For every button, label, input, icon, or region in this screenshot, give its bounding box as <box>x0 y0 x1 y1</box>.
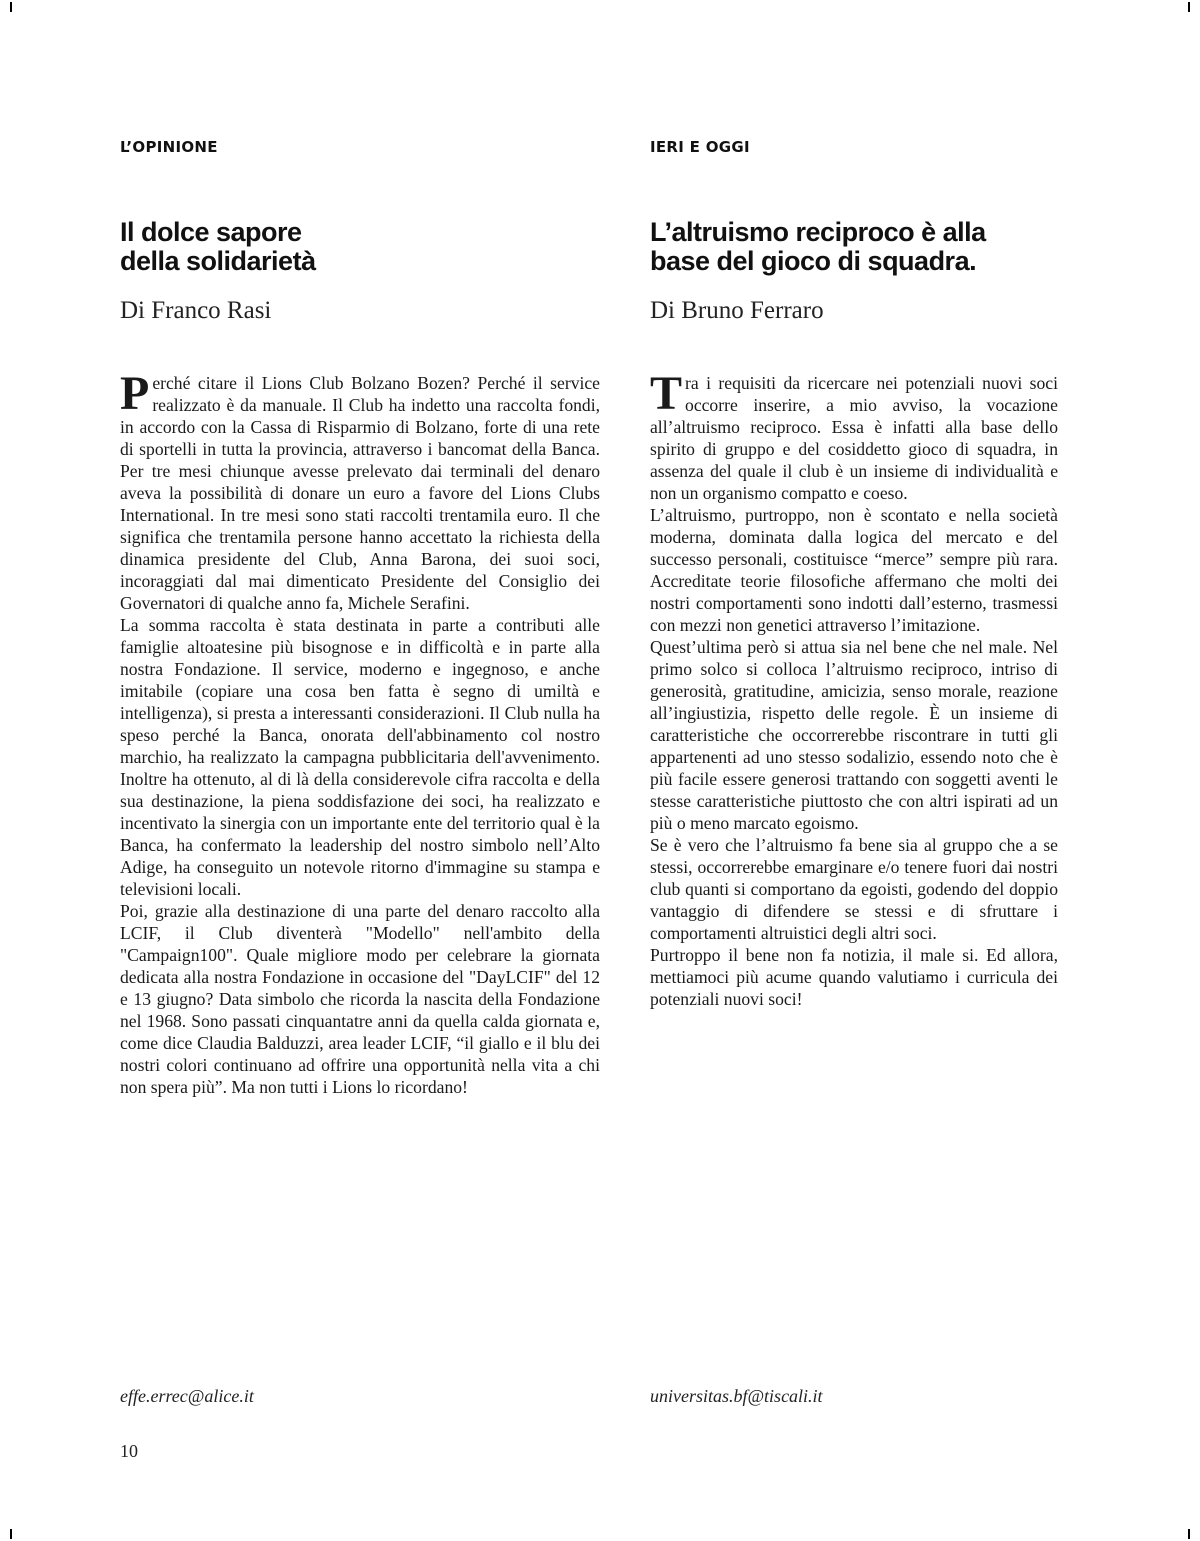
paragraph: La somma raccolta è stata destinata in parte a contributi alle famiglie altoatesine più bisognose e in difficoltà e in parte alla nostra Fondazione. Il service, moderno e ingegnoso, e anche imitabile (copiare una cosa ben fatta è segno di umiltà e intelligenza), si presta a interessanti considerazioni. Il Club nulla ha speso perché la Banca, onorata dell'abbinamento col nostro marchio, ha realizzato la campagna pubblicitaria dell'avvenimento. Inoltre ha ottenuto, al di là della considerevole cifra raccolta e della sua destinazione, la piena soddisfazione dei soci, ha realizzato e incentivato la sinergia con un importante ente del territorio qual è la Banca, ha confermato la leadership del nostro simbolo nell’Alto Adige, ha conseguito un notevole ritorno d'immagine su stampa e televisioni locali. <box>120 615 600 899</box>
headline <box>650 218 1060 276</box>
paragraph: Poi, grazie alla destinazione di una parte del denaro raccolto alla LCIF, il Club diventerà "Modello" nell'ambito della "Campaign100". Quale migliore modo per celebrare la giornata dedicata alla nostra Fondazione in occasione del "DayLCIF" del 12 e 13 giugno? Data simbolo che ricorda la nascita della Fondazione nel 1968. Sono passati cinquantatre anni da quella calda giornata e, come dice Claudia Balduzzi, area leader LCIF, “il giallo e il blu dei nostri colori continuano ad offrire una opportunità nella vita a chi non spera più”. Ma non tutti i Lions lo ricordano! <box>120 901 600 1097</box>
page-number: 10 <box>120 1441 138 1461</box>
paragraph: Perché citare il Lions Club Bolzano Bozen? Perché il service realizzato è da manuale. Il Club ha indetto una raccolta fondi, in accordo con la Cassa di Risparmio di Bolzano, forte di una rete di sportelli in tutta la provincia, attraverso i bancomat della Banca. Per tre mesi chiunque avesse prelevato dai terminali del denaro aveva la possibilità di donare un euro a favore del Lions Clubs International. In tre mesi sono stati raccolti trentamila euro. Il che significa che trentamila persone hanno accettato la richiesta della dinamica presidente del Club, Anna Barona, dei suoi soci, incoraggiati dal mai dimenticato Presidente del Consiglio dei Governatori di qualche anno fa, Michele Serafini. <box>120 367 600 613</box>
paragraph: L’altruismo, purtroppo, non è scontato e nella società moderna, dominata dalla logica del mercato e del successo personali, costituisce “merce” sempre più rara. Accreditate teorie filosofiche affermano che molti dei nostri comportamenti sono indotti dall’esterno, trasmessi con mezzi non genetici attraverso l’imitazione. <box>650 505 1058 635</box>
author-email: effe.errec@alice.it <box>120 1386 254 1406</box>
article-body <box>120 367 600 1098</box>
paragraph: Se è vero che l’altruismo fa bene sia al gruppo che a se stessi, occorrerebbe emarginare e/o tenere fuori dai nostri club quanti si comportano da egoisti, godendo del doppio vantaggio di difendere se stessi e di sfruttare i comportamenti altruistici degli altri soci. <box>650 835 1058 943</box>
headline-line-2: base del gioco di squadra. <box>650 246 977 276</box>
byline: Di Franco Rasi <box>120 297 272 324</box>
drop-cap: P <box>120 367 150 420</box>
article-body <box>650 367 1058 1010</box>
byline: Di Bruno Ferraro <box>650 297 824 324</box>
author-email: universitas.bf@tiscali.it <box>650 1386 823 1406</box>
headline-line-1: L’altruismo reciproco è alla <box>650 217 986 247</box>
crop-mark-top-right <box>1188 2 1190 12</box>
paragraph: Quest’ultima però si attua sia nel bene che nel male. Nel primo solco si colloca l’altruismo reciproco, intriso di generosità, gratitudine, amicizia, senso morale, reazione all’ingiustizia, rispetto delle regole. È un insieme di caratteristiche che occorrerebbe riscontrare in tutti gli appartenenti ad uno stesso sodalizio, essendo noto che è più facile essere generosi trattando con soggetti aventi le stesse caratteristiche piuttosto che con altri ispirati ad un più o meno marcato egoismo. <box>650 637 1058 833</box>
headline-line-2: della solidarietà <box>120 246 316 276</box>
section-label: L’OPINIONE <box>120 138 218 156</box>
drop-cap: T <box>650 367 683 420</box>
crop-mark-bottom-right <box>1188 1529 1190 1539</box>
crop-mark-bottom-left <box>10 1529 12 1539</box>
headline-line-1: Il dolce sapore <box>120 217 302 247</box>
headline <box>120 218 316 276</box>
paragraph: Tra i requisiti da ricercare nei potenziali nuovi soci occorre inserire, a mio avviso, la vocazione all’altruismo reciproco. Essa è infatti alla base dello spirito di gruppo e del cosiddetto gioco di squadra, in assenza del quale il club è un insieme di individualità e non un organismo compatto e coeso. <box>650 367 1058 503</box>
crop-mark-top-left <box>10 2 12 12</box>
section-label: IERI E OGGI <box>650 138 750 156</box>
paragraph: Purtroppo il bene non fa notizia, il male si. Ed allora, mettiamoci più acume quando valutiamo i curricula dei potenziali nuovi soci! <box>650 945 1058 1009</box>
